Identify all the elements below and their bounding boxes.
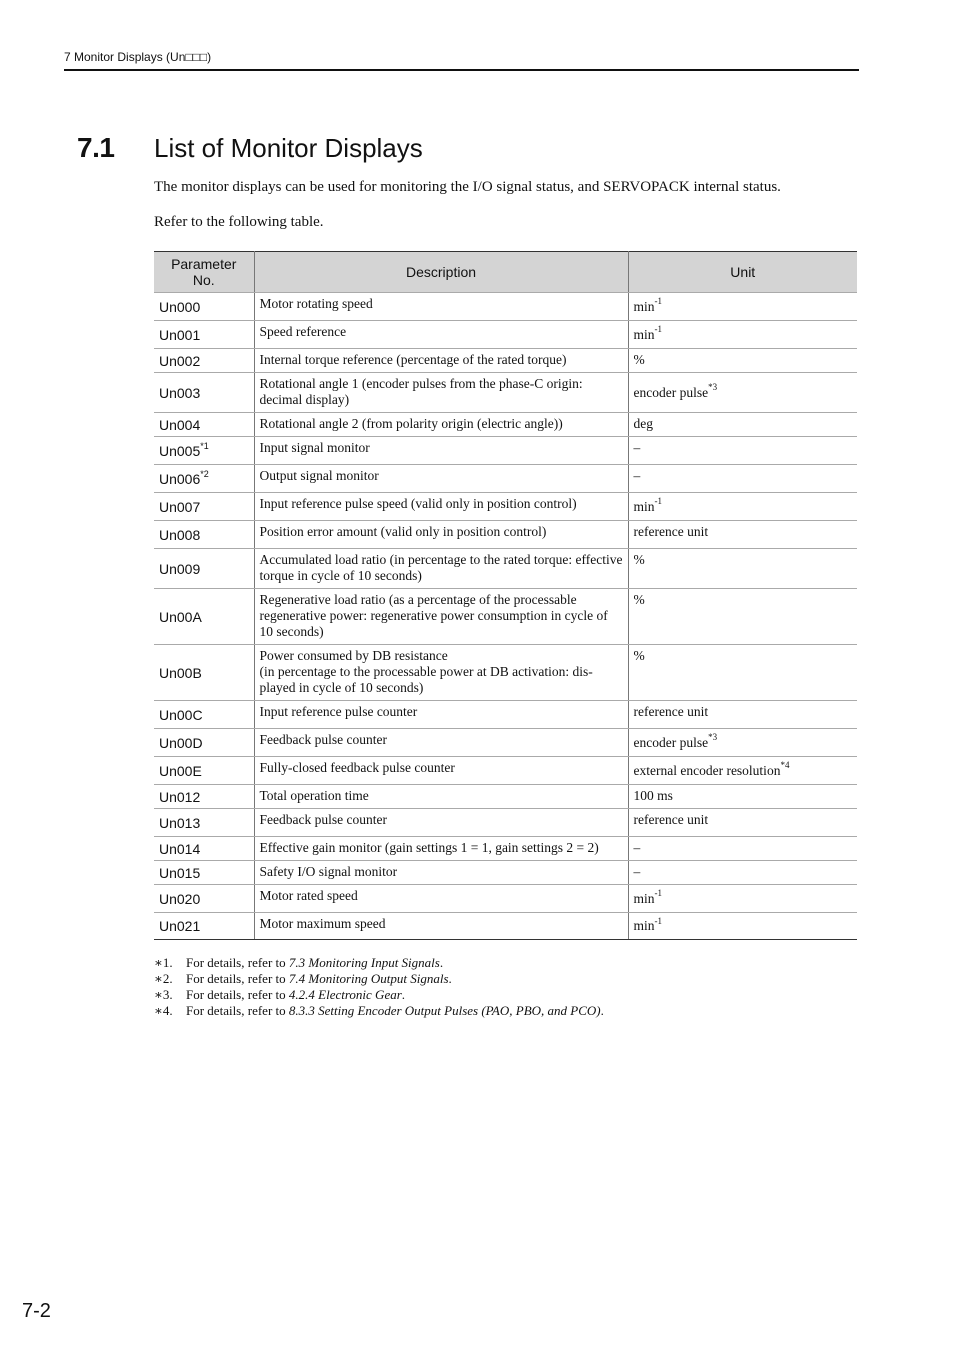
- unit-exponent: -1: [654, 496, 663, 506]
- table-row: [154, 373, 857, 413]
- unit-cell: [628, 913, 857, 940]
- table-row: [154, 757, 857, 785]
- parameter-code: Un007: [159, 498, 201, 515]
- unit-value: %: [633, 592, 645, 607]
- parameter-code: Un021: [159, 918, 201, 934]
- parameter-code: Un005: [159, 442, 201, 459]
- unit-cell: [628, 465, 857, 493]
- parameter-cell: [154, 913, 254, 940]
- parameter-cell: [154, 785, 254, 809]
- footnote-ref: *2: [200, 468, 209, 479]
- unit-cell: [628, 645, 857, 701]
- unit-cell: [628, 729, 857, 757]
- parameter-code: Un00D: [159, 734, 203, 751]
- parameter-code: Un013: [159, 814, 201, 831]
- table-row: [154, 785, 857, 809]
- unit-cell: [628, 349, 857, 373]
- unit-cell: [628, 885, 857, 913]
- parameter-cell: [154, 837, 254, 861]
- unit-exponent: -1: [654, 888, 663, 898]
- header-parameter-line1: Parameter: [171, 256, 237, 272]
- description-cell: Speed reference: [254, 321, 628, 349]
- footnote-reference-link[interactable]: 8.3.3 Setting Encoder Output Pulses (PAO, PBO, and PCO): [288, 1003, 601, 1018]
- footnote-mark: ∗2.: [154, 971, 173, 986]
- footnote-mark: ∗3.: [154, 987, 173, 1002]
- parameter-code: Un003: [159, 384, 201, 401]
- unit-exponent: -1: [654, 915, 663, 926]
- footnote-reference-link[interactable]: 7.4 Monitoring Output Signals: [288, 971, 449, 986]
- unit-cell: [628, 757, 857, 785]
- parameter-cell: [154, 321, 254, 349]
- footnote-ref: *1: [200, 440, 209, 451]
- parameter-code: Un015: [159, 864, 201, 881]
- description-cell: Position error amount (valid only in position control): [254, 521, 628, 549]
- table-row: [154, 549, 857, 589]
- parameter-code: Un004: [159, 416, 201, 433]
- description-line: (in percentage to the processable power at DB activation: dis-played in cycle of 10 seconds): [259, 664, 593, 695]
- footnote-ref: *3: [708, 382, 718, 392]
- table-row: [154, 465, 857, 493]
- description-cell: Total operation time: [254, 785, 628, 809]
- intro-paragraph: The monitor displays can be used for monitoring the I/O signal status, and SERVOPACK internal status.: [154, 179, 781, 195]
- footnote-text: For details, refer to: [186, 1003, 289, 1018]
- table-row: [154, 809, 857, 837]
- parameter-cell: [154, 293, 254, 321]
- footnotes: [154, 955, 604, 1019]
- monitor-display-table: [154, 251, 857, 940]
- unit-value: deg: [633, 416, 653, 431]
- description-cell: [254, 645, 628, 701]
- table-row: [154, 885, 857, 913]
- description-cell: Feedback pulse counter: [254, 729, 628, 757]
- unit-value: –: [633, 468, 641, 483]
- unit-value: encoder pulse: [633, 384, 709, 400]
- table-row: [154, 293, 857, 321]
- unit-value: encoder pulse: [633, 734, 709, 750]
- unit-cell: [628, 493, 857, 521]
- footnote-end: .: [401, 987, 406, 1002]
- refer-paragraph: Refer to the following table.: [154, 214, 324, 230]
- unit-value: %: [633, 552, 645, 567]
- parameter-code: Un020: [159, 890, 201, 907]
- unit-value: min: [633, 918, 655, 933]
- description-cell: Rotational angle 2 (from polarity origin (electric angle)): [254, 413, 628, 437]
- footnote-mark: ∗4.: [154, 1003, 173, 1018]
- unit-cell: [628, 293, 857, 321]
- parameter-cell: [154, 809, 254, 837]
- footnote-reference-link[interactable]: 7.3 Monitoring Input Signals: [288, 955, 440, 970]
- unit-cell: [628, 321, 857, 349]
- table-row: [154, 913, 857, 940]
- header-divider: [64, 69, 859, 71]
- parameter-code: Un012: [159, 788, 201, 805]
- unit-value: 100 ms: [633, 788, 673, 803]
- table-row: [154, 589, 857, 645]
- footnote-reference-link[interactable]: 4.2.4 Electronic Gear: [288, 987, 402, 1002]
- parameter-cell: [154, 437, 254, 465]
- parameter-code: Un00B: [159, 664, 202, 681]
- footnote-end: .: [439, 955, 444, 970]
- table-row: [154, 321, 857, 349]
- parameter-code: Un009: [159, 560, 201, 577]
- unit-value: %: [633, 648, 645, 663]
- parameter-cell: [154, 413, 254, 437]
- parameter-code: Un006: [159, 470, 201, 487]
- parameter-cell: [154, 701, 254, 729]
- table-row: [154, 413, 857, 437]
- parameter-no-header: [154, 252, 254, 293]
- unit-value: reference unit: [633, 524, 709, 539]
- unit-value: reference unit: [633, 812, 709, 827]
- footnote-end: .: [448, 971, 452, 986]
- unit-value: min: [633, 890, 655, 906]
- description-cell: Rotational angle 1 (encoder pulses from the phase-C origin: decimal display): [254, 373, 628, 413]
- unit-cell: [628, 549, 857, 589]
- description-cell: Accumulated load ratio (in percentage to the rated torque: effective torque in cycle of 10 seconds): [254, 549, 628, 589]
- table-row: [154, 493, 857, 521]
- description-cell: Output signal monitor: [254, 465, 628, 493]
- description-cell: Motor rotating speed: [254, 293, 628, 321]
- parameter-cell: [154, 373, 254, 413]
- parameter-cell: [154, 349, 254, 373]
- table-row: [154, 349, 857, 373]
- description-cell: Motor rated speed: [254, 885, 628, 913]
- description-cell: Regenerative load ratio (as a percentage of the processable regenerative power: regenerative power consumption in cycle of 10 seconds): [254, 589, 628, 645]
- unit-value: –: [633, 864, 641, 879]
- unit-cell: [628, 809, 857, 837]
- parameter-cell: [154, 521, 254, 549]
- parameter-cell: [154, 645, 254, 701]
- parameter-code: Un000: [159, 298, 201, 315]
- unit-cell: [628, 521, 857, 549]
- parameter-code: Un00A: [159, 608, 202, 625]
- unit-cell: [628, 837, 857, 861]
- footnote-item: [154, 987, 604, 1003]
- description-cell: Fully-closed feedback pulse counter: [254, 757, 628, 785]
- parameter-code: Un001: [159, 326, 201, 343]
- unit-header: Unit: [628, 252, 857, 293]
- unit-cell: [628, 861, 857, 885]
- unit-exponent: -1: [654, 324, 663, 334]
- description-cell: Input reference pulse speed (valid only in position control): [254, 493, 628, 521]
- footnote-text: For details, refer to: [186, 987, 289, 1002]
- description-cell: Feedback pulse counter: [254, 809, 628, 837]
- table-row: [154, 701, 857, 729]
- header-parameter-line2: No.: [192, 272, 215, 288]
- footnote-ref: *4: [780, 760, 790, 770]
- parameter-code: Un00C: [159, 706, 203, 723]
- parameter-cell: [154, 757, 254, 785]
- parameter-cell: [154, 589, 254, 645]
- unit-exponent: -1: [654, 296, 663, 306]
- footnote-item: [154, 971, 604, 987]
- table-row: [154, 861, 857, 885]
- footnote-text: For details, refer to: [186, 971, 289, 986]
- description-cell: Input reference pulse counter: [254, 701, 628, 729]
- footnote-item: [154, 955, 604, 971]
- page-number: 7-2: [22, 1300, 51, 1322]
- footnote-item: [154, 1003, 604, 1019]
- parameter-cell: [154, 493, 254, 521]
- description-cell: Safety I/O signal monitor: [254, 861, 628, 885]
- description-header: Description: [254, 252, 628, 293]
- parameter-code: Un00E: [159, 762, 202, 779]
- description-line: Power consumed by DB resistance: [259, 648, 448, 663]
- unit-value: –: [633, 440, 641, 455]
- unit-cell: [628, 701, 857, 729]
- parameter-cell: [154, 465, 254, 493]
- table-header-row: [154, 252, 857, 293]
- footnote-mark: ∗1.: [154, 955, 173, 970]
- unit-cell: [628, 373, 857, 413]
- footnote-text: For details, refer to: [186, 955, 289, 970]
- parameter-cell: [154, 885, 254, 913]
- unit-value: %: [633, 352, 645, 367]
- table-row: [154, 837, 857, 861]
- section-title: List of Monitor Displays: [154, 133, 423, 163]
- parameter-code: Un002: [159, 352, 201, 369]
- parameter-cell: [154, 549, 254, 589]
- unit-value: external encoder resolution: [633, 762, 781, 778]
- parameter-code: Un008: [159, 526, 201, 543]
- unit-cell: [628, 589, 857, 645]
- unit-value: min: [633, 498, 655, 514]
- footnote-ref: *3: [708, 732, 718, 742]
- table-row: [154, 521, 857, 549]
- unit-value: –: [633, 840, 641, 855]
- footnote-end: .: [600, 1003, 604, 1018]
- description-cell: Input signal monitor: [254, 437, 628, 465]
- description-cell: Motor maximum speed: [254, 913, 628, 940]
- table-row: [154, 729, 857, 757]
- unit-cell: [628, 413, 857, 437]
- section-number: 7.1: [77, 132, 115, 163]
- table-row: [154, 645, 857, 701]
- unit-cell: [628, 437, 857, 465]
- unit-value: reference unit: [633, 704, 709, 719]
- running-header: 7 Monitor Displays (Un□□□): [64, 50, 212, 64]
- unit-value: min: [633, 298, 655, 314]
- parameter-code: Un014: [159, 840, 201, 857]
- description-cell: Internal torque reference (percentage of the rated torque): [254, 349, 628, 373]
- parameter-cell: [154, 729, 254, 757]
- unit-cell: [628, 785, 857, 809]
- unit-value: min: [633, 326, 655, 342]
- parameter-cell: [154, 861, 254, 885]
- description-cell: Effective gain monitor (gain settings 1 = 1, gain settings 2 = 2): [254, 837, 628, 861]
- table-row: [154, 437, 857, 465]
